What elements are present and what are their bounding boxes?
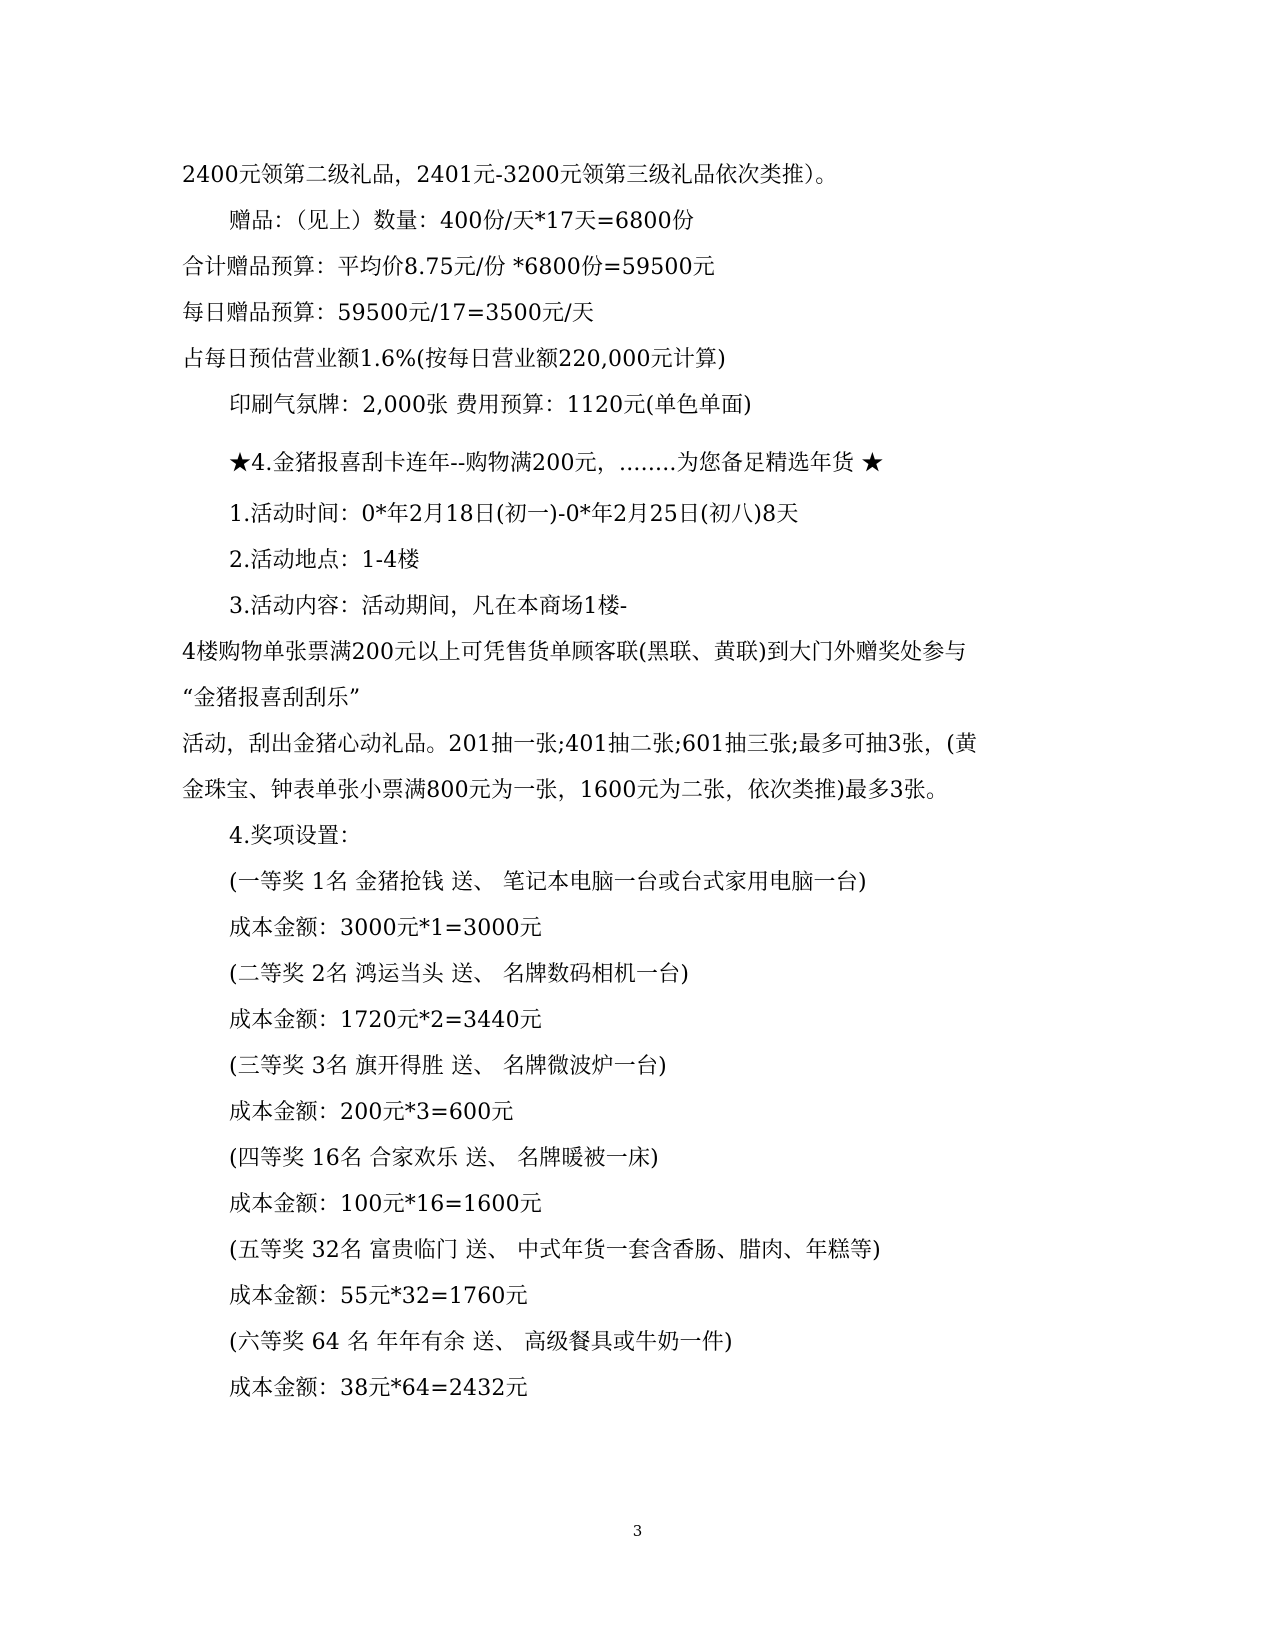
- prize-item: (四等奖 16名 合家欢乐 送、 名牌暖被一床): [229, 1146, 659, 1171]
- prize-item: (一等奖 1名 金猪抢钱 送、 笔记本电脑一台或台式家用电脑一台): [229, 870, 867, 895]
- prize-cost: 成本金额：38元*64=2432元: [229, 1376, 528, 1401]
- text-line: 2.活动地点：1-4楼: [229, 548, 420, 573]
- text-line: “金猪报喜刮刮乐”: [182, 686, 361, 711]
- section-heading: ★4.金猪报喜刮卡连年--购物满200元，........为您备足精选年货 ★: [229, 451, 884, 476]
- text-line: 金珠宝、钟表单张小票满800元为一张，1600元为二张，依次类推)最多3张。: [182, 778, 949, 803]
- prize-cost: 成本金额：100元*16=1600元: [229, 1192, 543, 1217]
- text-line: 每日赠品预算：59500元/17=3500元/天: [182, 301, 595, 326]
- text-line: 1.活动时间：0*年2月18日(初一)-0*年2月25日(初八)8天: [229, 502, 799, 527]
- prize-item: (六等奖 64 名 年年有余 送、 高级餐具或牛奶一件): [229, 1330, 733, 1355]
- text-line: 合计赠品预算：平均价8.75元/份 *6800份=59500元: [182, 255, 715, 280]
- text-line: 活动，刮出金猪心动礼品。201抽一张;401抽二张;601抽三张;最多可抽3张，(黄: [182, 732, 978, 757]
- prize-item: (三等奖 3名 旗开得胜 送、 名牌微波炉一台): [229, 1054, 667, 1079]
- text-line: 4楼购物单张票满200元以上可凭售货单顾客联(黑联、黄联)到大门外赠奖处参与: [182, 640, 967, 665]
- text-line: 占每日预估营业额1.6%(按每日营业额220,000元计算): [182, 347, 727, 372]
- prize-item: (二等奖 2名 鸿运当头 送、 名牌数码相机一台): [229, 962, 690, 987]
- prize-cost: 成本金额：1720元*2=3440元: [229, 1008, 543, 1033]
- prize-cost: 成本金额：3000元*1=3000元: [229, 916, 543, 941]
- prize-cost: 成本金额：55元*32=1760元: [229, 1284, 528, 1309]
- page-number: 3: [632, 1522, 643, 1540]
- text-line: 印刷气氛牌：2,000张 费用预算：1120元(单色单面): [229, 393, 752, 418]
- text-line: 3.活动内容：活动期间，凡在本商场1楼-: [229, 594, 628, 619]
- text-line: 2400元领第二级礼品，2401元-3200元领第三级礼品依次类推）。: [182, 163, 838, 188]
- text-line: 4.奖项设置：: [229, 824, 362, 849]
- text-line: 赠品：（见上）数量：400份/天*17天=6800份: [229, 209, 695, 234]
- prize-cost: 成本金额：200元*3=600元: [229, 1100, 514, 1125]
- prize-item: (五等奖 32名 富贵临门 送、 中式年货一套含香肠、腊肉、年糕等): [229, 1238, 881, 1263]
